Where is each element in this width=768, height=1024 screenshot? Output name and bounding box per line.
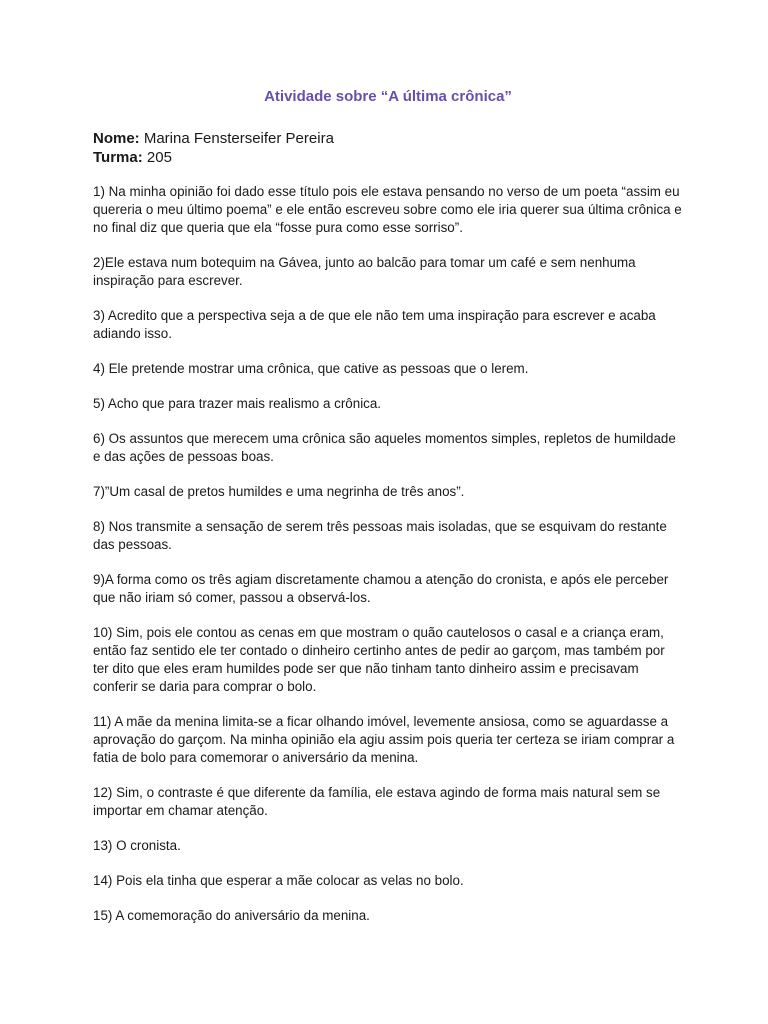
answer-9: 9)A forma como os três agiam discretamente chamou a atenção do cronista, e após ele perceber que não iriam só comer, passou a observá-los. <box>93 572 669 605</box>
answers-list <box>93 183 683 925</box>
answer-15: 15) A comemoração do aniversário da menina. <box>93 908 370 923</box>
document-page <box>93 87 683 942</box>
name-label: Nome: <box>93 130 140 147</box>
answer-11: 11) A mãe da menina limita-se a ficar olhando imóvel, levemente ansiosa, como se aguardasse a aprovação do garçom. Na minha opinião ela agiu assim pois queria ter certeza se iriam comprar a fatia de bolo para comemorar o aniversário da menina. <box>93 714 675 765</box>
class-value: 205 <box>142 149 172 166</box>
answer-14: 14) Pois ela tinha que esperar a mãe colocar as velas no bolo. <box>93 873 464 888</box>
answer-4: 4) Ele pretende mostrar uma crônica, que cative as pessoas que o lerem. <box>93 361 529 376</box>
answer-7: 7)”Um casal de pretos humildes e uma negrinha de três anos”. <box>93 484 465 499</box>
answer-1: 1) Na minha opinião foi dado esse título pois ele estava pensando no verso de um poeta “assim eu quereria o meu último poema” e ele então escreveu sobre como ele iria querer sua última crônica e no final diz que queria que ela “fosse pura como esse sorriso”. <box>93 184 682 235</box>
name-line <box>93 129 683 148</box>
answer-3: 3) Acredito que a perspectiva seja a de que ele não tem uma inspiração para escrever e acaba adiando isso. <box>93 308 656 341</box>
answer-2: 2)Ele estava num botequim na Gávea, junto ao balcão para tomar um café e sem nenhuma inspiração para escrever. <box>93 255 636 288</box>
document-title: Atividade sobre “A última crônica” <box>264 88 512 105</box>
class-label: Turma: <box>93 149 143 166</box>
name-value: Marina Fensterseifer Pereira <box>139 130 334 147</box>
student-info <box>93 129 683 167</box>
answer-8: 8) Nos transmite a sensação de serem três pessoas mais isoladas, que se esquivam do restante das pessoas. <box>93 519 667 552</box>
answer-13: 13) O cronista. <box>93 838 181 853</box>
answer-10: 10) Sim, pois ele contou as cenas em que mostram o quão cautelosos o casal e a criança eram, então faz sentido ele ter contado o dinheiro certinho antes de pedir ao garçom, mas também por ter dito que eles eram humildes pode ser que não tinham tanto dinheiro assim e precisavam conferir se daria para comprar o bolo. <box>93 625 665 694</box>
answer-6: 6) Os assuntos que merecem uma crônica são aqueles momentos simples, repletos de humildade e das ações de pessoas boas. <box>93 431 676 464</box>
answer-5: 5) Acho que para trazer mais realismo a crônica. <box>93 396 382 411</box>
class-line <box>93 148 683 167</box>
answer-12: 12) Sim, o contraste é que diferente da família, ele estava agindo de forma mais natural sem se importar em chamar atenção. <box>93 785 661 818</box>
